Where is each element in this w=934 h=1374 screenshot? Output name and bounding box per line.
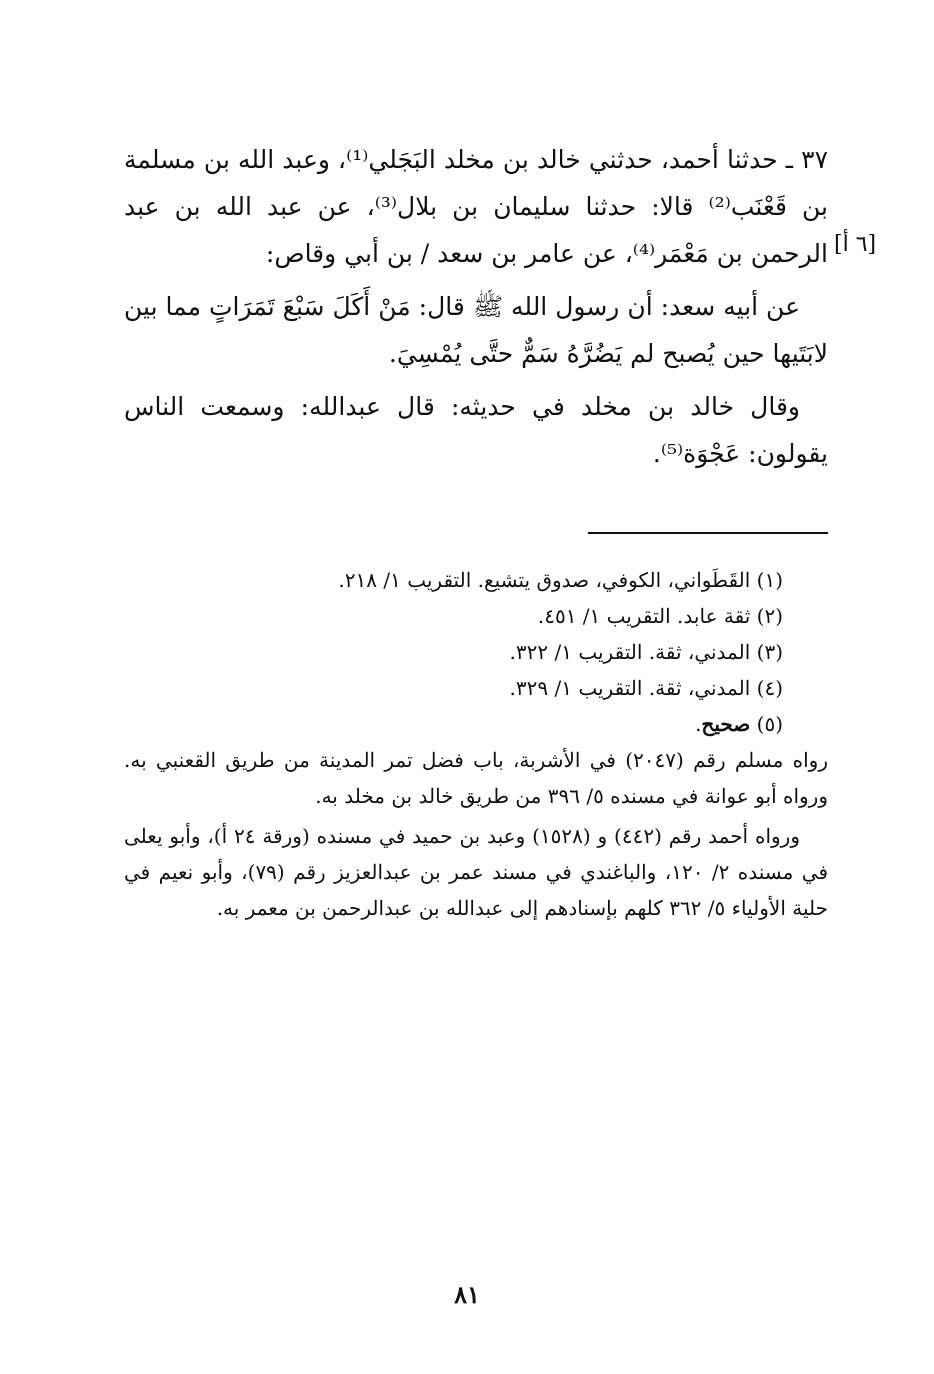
page-number: ٨١ [454,1280,480,1309]
hadith-addendum-paragraph: وقال خالد بن مخلد في حديثه: قال عبدالله: وسمعت الناس يقولون: عَجْوَة⁽⁵⁾. [124,392,828,468]
main-text [124,136,828,483]
footnote-5 [124,706,828,742]
footnote-divider [588,532,828,534]
footnote-4: (٤) المدني، ثقة. التقريب ١/ ٣٢٩. [509,676,783,700]
footnote-3: (٣) المدني، ثقة. التقريب ١/ ٣٢٢. [509,640,783,664]
footnote-2: (٢) ثقة عابد. التقريب ١/ ٤٥١. [537,604,783,628]
footnote-5-number: (٥) [756,712,783,736]
footnote-5-takhrij-1: رواه مسلم رقم (٢٠٤٧) في الأشربة، باب فضل تمر المدينة من طريق القعنبي به. ورواه أبو عوانة في مسنده ٥/ ٣٩٦ من طريق خالد بن مخلد به. [124,748,828,808]
footnote-1: (١) القَطَواني، الكوفي، صدوق يتشيع. التقريب ١/ ٢١٨. [338,568,783,592]
manuscript-folio-note: [٦ أ] [834,232,877,257]
footnote-5-grade: صحيح [701,712,751,736]
footnote-5-period: . [695,712,702,736]
footnotes [124,562,828,926]
footnote-5-takhrij-2: ورواه أحمد رقم (٤٤٢) و (١٥٢٨) وعبد بن حميد في مسنده (ورقة ٢٤ أ)، وأبو يعلى في مسنده ٢/ ١٢٠، والباغندي في مسند عمر بن عبدالعزيز رقم (٧٩)، وأبو نعيم في حلية الأولياء ٥/ ٣٦٢ كلهم بإسنادهم إلى عبدالله بن عبدالرحمن بن معمر به. [124,824,829,920]
hadith-isnad-paragraph: ٣٧ ـ حدثنا أحمد، حدثني خالد بن مخلد البَجَلي⁽¹⁾، وعبد الله بن مسلمة بن قَعْنَب⁽²⁾ قالا: حدثنا سليمان بن بلال⁽³⁾، عن عبد الله بن عبد الرحمن بن مَعْمَر⁽⁴⁾، عن عامر بن سعد / بن أبي وقاص: [124,145,828,268]
hadith-matn-paragraph: عن أبيه سعد: أن رسول الله ﷺ قال: مَنْ أَكَلَ سَبْعَ تَمَرَاتٍ مما بين لابَتَيها حين يُصبح لم يَضُرَّهُ سَمٌّ حتَّى يُمْسِيَ. [124,292,828,368]
